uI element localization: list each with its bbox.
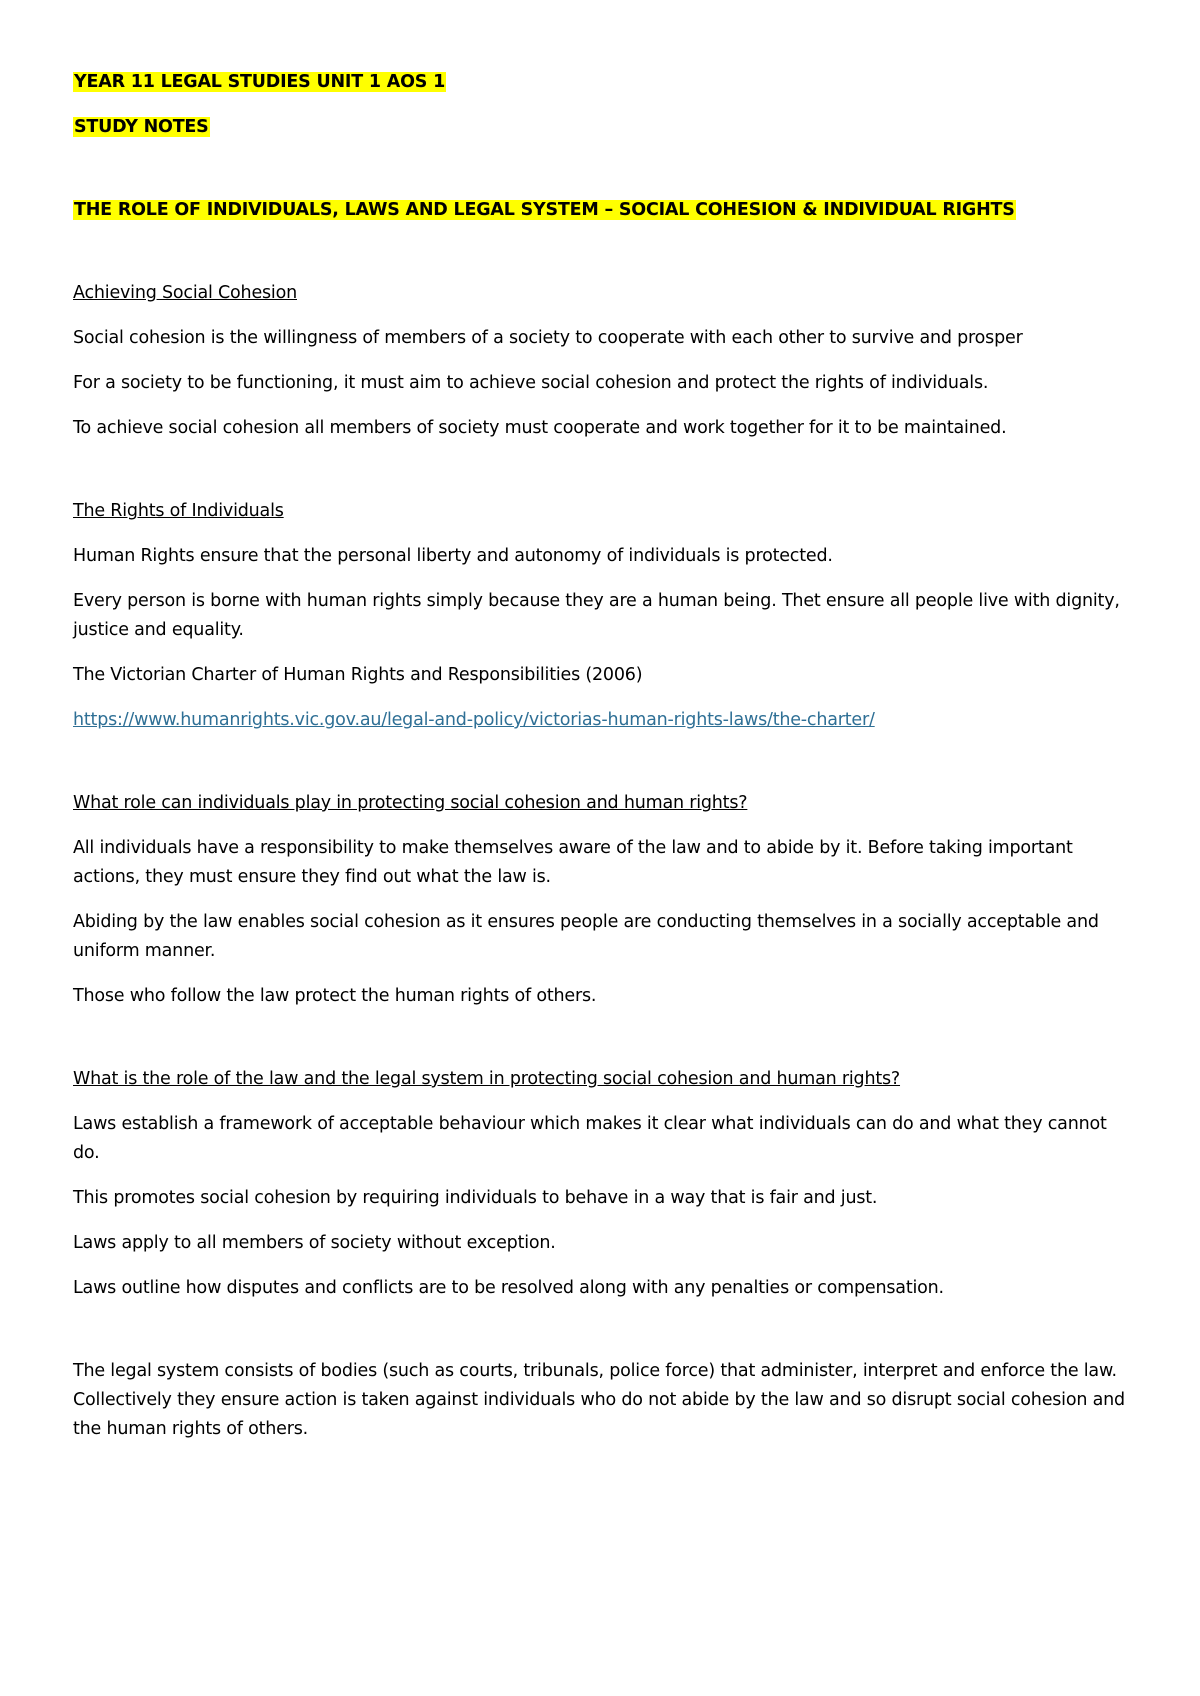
paragraph: The legal system consists of bodies (such as courts, tribunals, police force) that administer, interpret and enforce the law. Collectively they ensure action is taken against individuals who do not abide by the law and so disrupt social cohesion and the human rights of others. [73, 1361, 1125, 1439]
section-heading-rights: The Rights of Individuals [73, 501, 284, 521]
paragraph: To achieve social cohesion all members of society must cooperate and work together for it to be maintained. [73, 418, 1007, 438]
paragraph: This promotes social cohesion by requiring individuals to behave in a way that is fair and just. [73, 1188, 878, 1208]
main-heading [73, 196, 1133, 225]
section-heading-law-role: What is the role of the law and the legal system in protecting social cohesion and human rights? [73, 1069, 901, 1089]
title-highlight-1: YEAR 11 LEGAL STUDIES UNIT 1 AOS 1 [74, 72, 446, 92]
paragraph: The Victorian Charter of Human Rights and Responsibilities (2006) [73, 665, 643, 685]
title-highlight-2: STUDY NOTES [74, 117, 209, 137]
title-line-1 [73, 68, 1133, 97]
paragraph: Abiding by the law enables social cohesion as it ensures people are conducting themselves in a socially acceptable and uniform manner. [73, 912, 1099, 961]
charter-link[interactable]: https://www.humanrights.vic.gov.au/legal-and-policy/victorias-human-rights-laws/the-charter/ [73, 710, 875, 730]
paragraph: Social cohesion is the willingness of members of a society to cooperate with each other to survive and prosper [73, 328, 1023, 348]
spacer [73, 751, 1133, 789]
charter-link-line [73, 706, 1133, 735]
spacer [73, 241, 1133, 279]
paragraph: For a society to be functioning, it must aim to achieve social cohesion and protect the rights of individuals. [73, 373, 989, 393]
paragraph: Laws establish a framework of acceptable behaviour which makes it clear what individuals can do and what they cannot do. [73, 1114, 1107, 1163]
section-heading-individuals-role: What role can individuals play in protecting social cohesion and human rights? [73, 793, 748, 813]
document-body [73, 68, 1133, 1460]
main-heading-highlight: THE ROLE OF INDIVIDUALS, LAWS AND LEGAL SYSTEM – SOCIAL COHESION & INDIVIDUAL RIGHTS [74, 200, 1015, 220]
spacer [73, 459, 1133, 497]
title-line-2 [73, 113, 1133, 142]
paragraph: Every person is borne with human rights simply because they are a human being. Thet ensure all people live with dignity, justice and equality. [73, 591, 1120, 640]
paragraph: Laws outline how disputes and conflicts are to be resolved along with any penalties or compensation. [73, 1278, 944, 1298]
paragraph: Laws apply to all members of society without exception. [73, 1233, 556, 1253]
paragraph: Those who follow the law protect the human rights of others. [73, 986, 597, 1006]
paragraph: Human Rights ensure that the personal liberty and autonomy of individuals is protected. [73, 546, 833, 566]
spacer [73, 1319, 1133, 1357]
paragraph: All individuals have a responsibility to make themselves aware of the law and to abide by it. Before taking important actions, they must ensure they find out what the law is. [73, 838, 1073, 887]
spacer [73, 158, 1133, 196]
section-heading-social-cohesion: Achieving Social Cohesion [73, 283, 297, 303]
spacer [73, 1027, 1133, 1065]
